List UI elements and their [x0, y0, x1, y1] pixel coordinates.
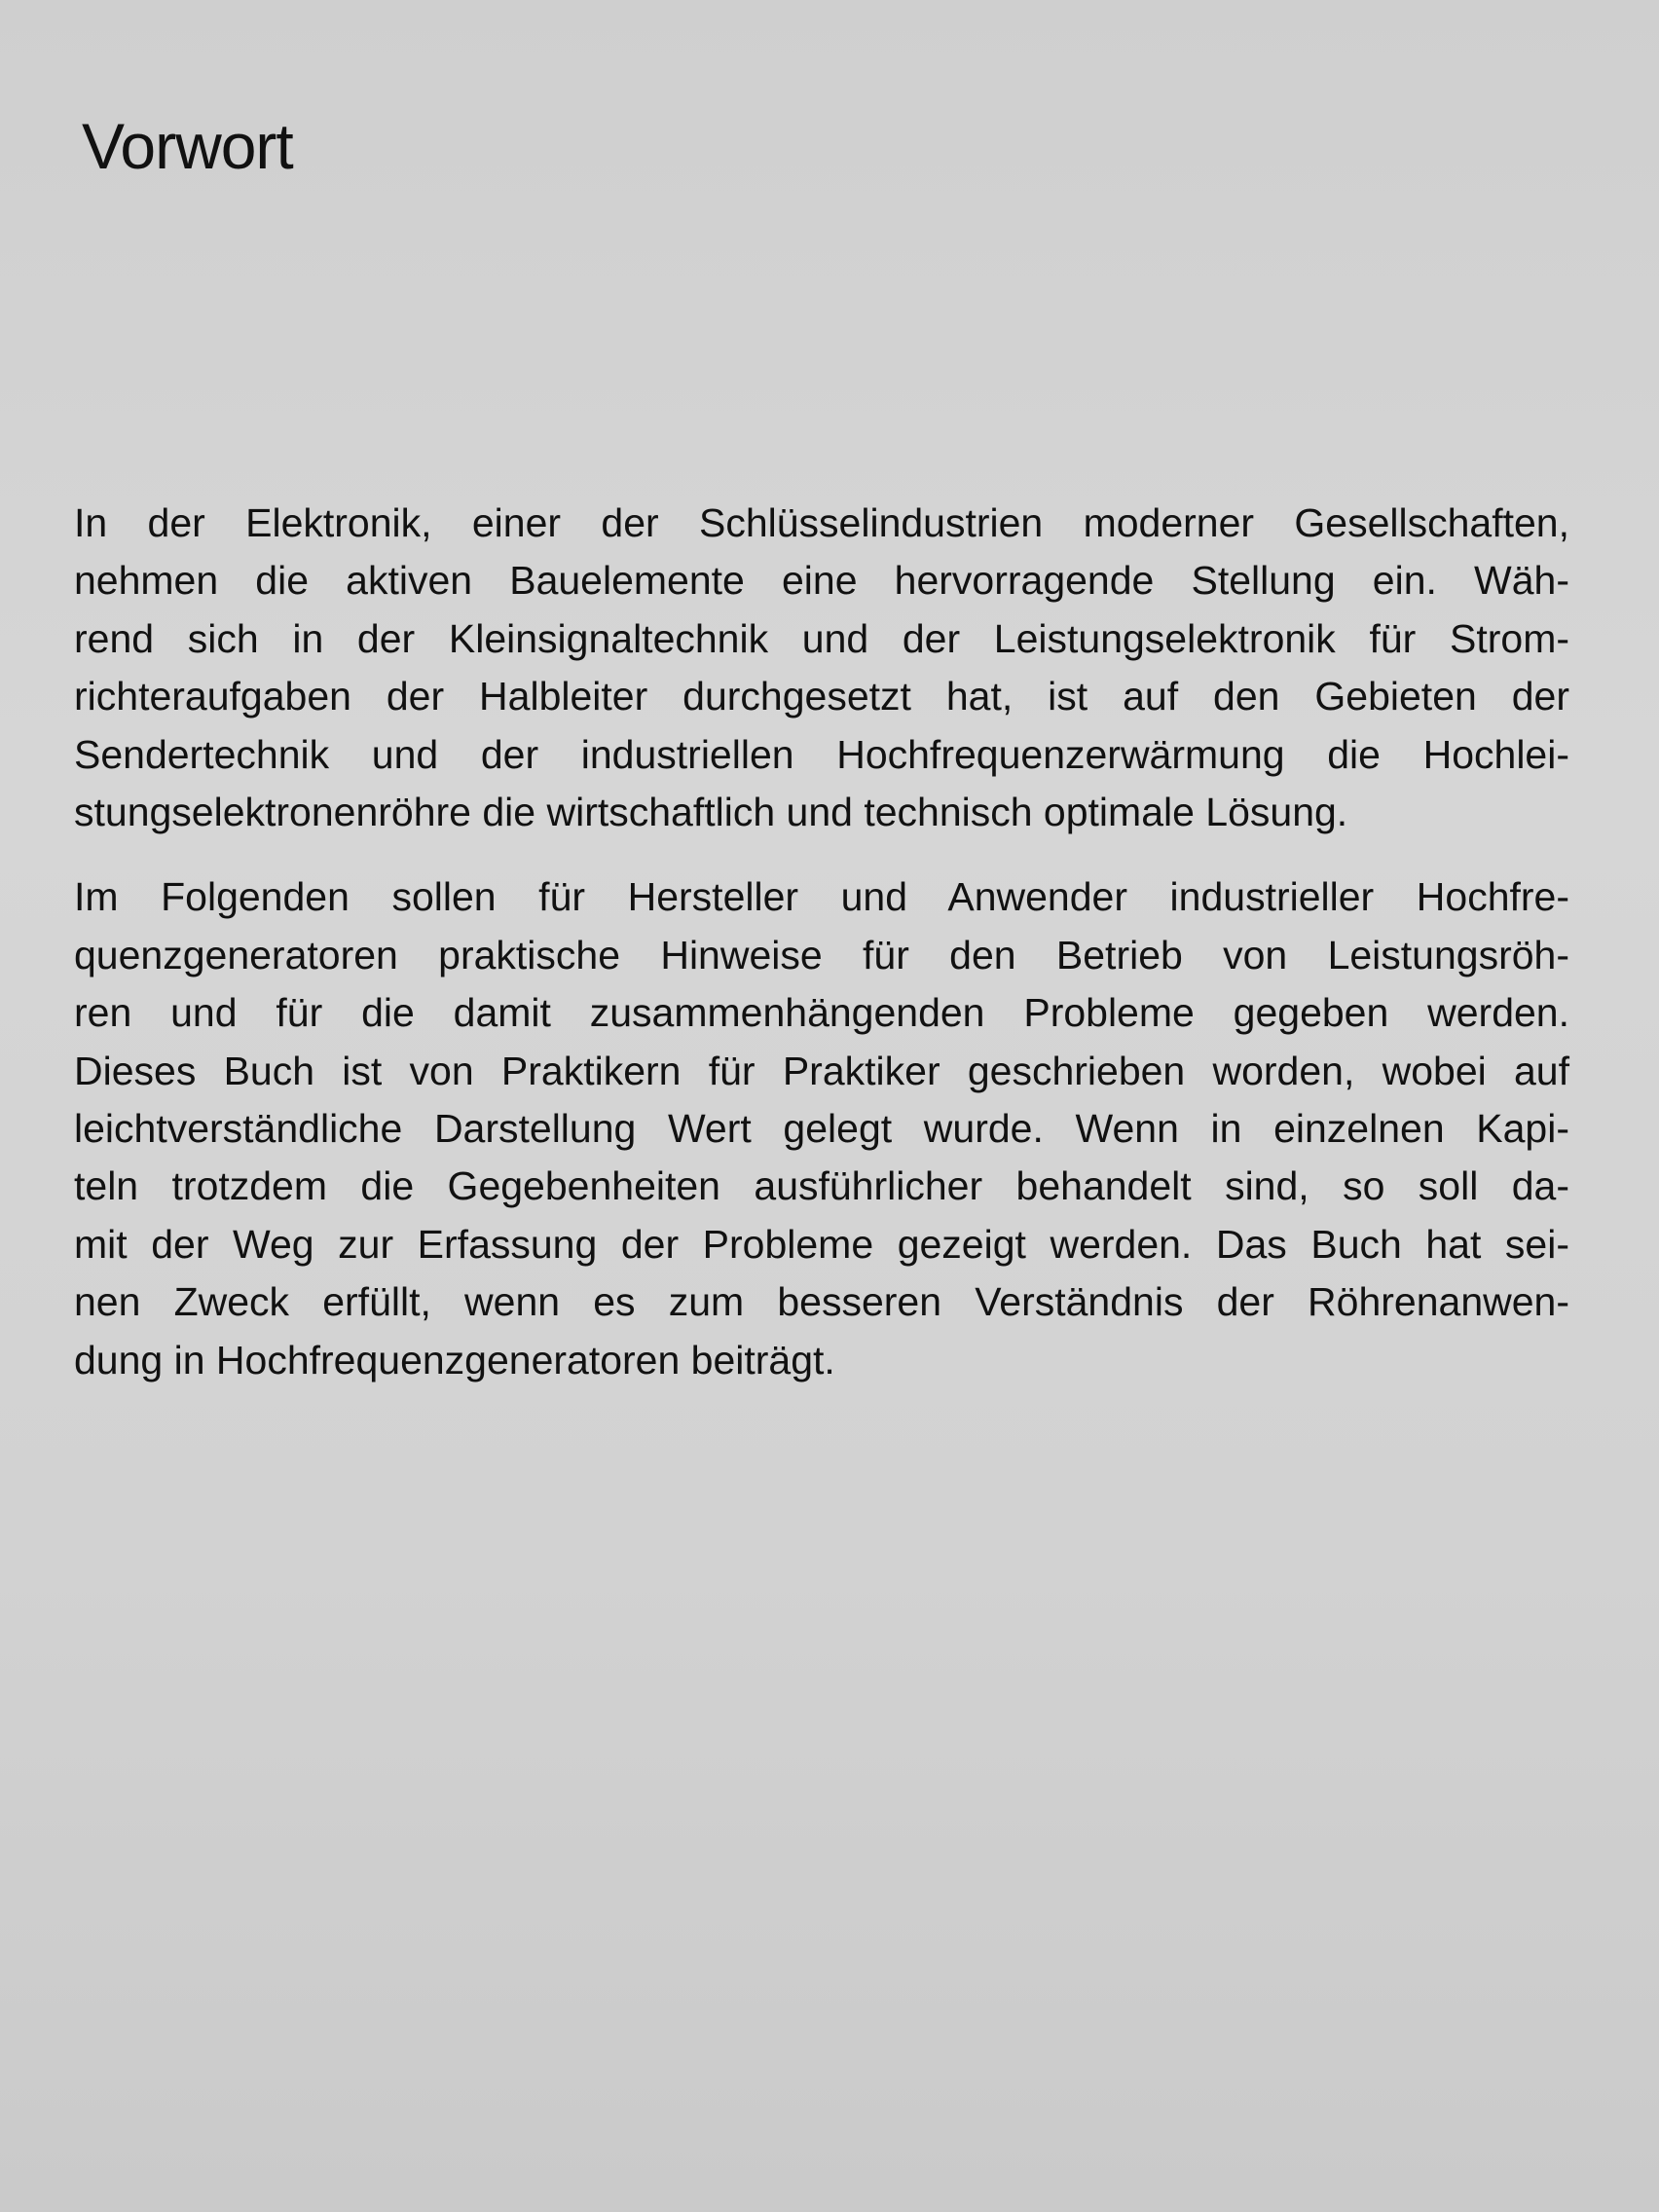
text-line: mit der Weg zur Erfassung der Probleme gezeigt werden. Das Buch hat sei- [74, 1221, 1569, 1267]
text-line: leichtverständliche Darstellung Wert gelegt wurde. Wenn in einzelnen Kapi- [74, 1106, 1569, 1152]
text-line: teln trotzdem die Gegebenheiten ausführlicher behandelt sind, so soll da- [74, 1163, 1569, 1209]
text-line: quenzgeneratoren praktische Hinweise für den Betrieb von Leistungsröh- [74, 932, 1569, 977]
text-line: Im Folgenden sollen für Hersteller und Anwender industrieller Hochfre- [74, 874, 1569, 920]
text-line: rend sich in der Kleinsignaltechnik und der Leistungselektronik für Strom- [74, 615, 1569, 661]
text-line: richteraufgaben der Halbleiter durchgesetzt hat, ist auf den Gebieten der [74, 674, 1569, 719]
text-line: nehmen die aktiven Bauelemente eine hervorragende Stellung ein. Wäh- [74, 558, 1569, 604]
page-title: Vorwort [82, 110, 293, 182]
text-line: nen Zweck erfüllt, wenn es zum besseren Verständnis der Röhrenanwen- [74, 1279, 1569, 1325]
text-line: Dieses Buch ist von Praktikern für Praktiker geschrieben worden, wobei auf [74, 1048, 1569, 1093]
text-line: ren und für die damit zusammenhängenden Probleme gegeben werden. [74, 990, 1569, 1036]
text-line: Sendertechnik und der industriellen Hochfrequenzerwärmung die Hochlei- [74, 731, 1569, 777]
text-line: dung in Hochfrequenzgeneratoren beiträgt. [74, 1337, 835, 1382]
foreword-body [74, 495, 1569, 1389]
text-line: stungselektronenröhre die wirtschaftlich und technisch optimale Lösung. [74, 790, 1348, 835]
text-line: In der Elektronik, einer der Schlüsselindustrien moderner Gesellschaften, [74, 500, 1569, 545]
paragraph-1 [74, 495, 1569, 841]
paragraph-2 [74, 868, 1569, 1389]
